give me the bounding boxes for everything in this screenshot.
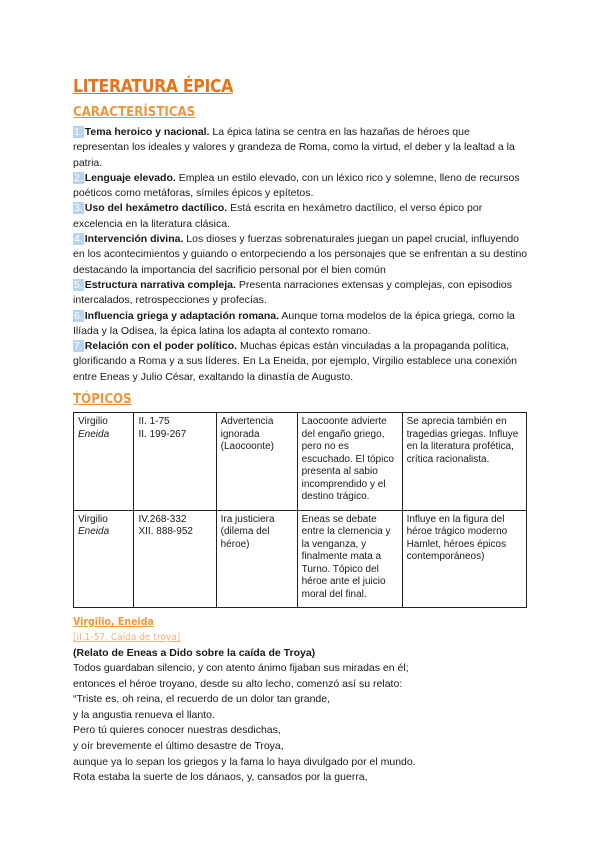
- table-cell-author: [74, 413, 134, 511]
- item-title: Relación con el poder político.: [84, 340, 238, 353]
- item-title: Estructura narrativa compleja.: [84, 278, 236, 291]
- verse-line: “Triste es, oh reina, el recuerdo de un dolor tan grande,: [73, 693, 331, 706]
- item-text: Presenta narraciones extensas y complejas, con episodios intercalados, retrospecciones y profecías.: [73, 278, 512, 307]
- table-cell-author: [74, 510, 134, 608]
- work-title: Eneida: [78, 526, 110, 538]
- table-cell-lines: [134, 510, 216, 608]
- list-item: [73, 309, 528, 340]
- line-range: II. 199-267: [138, 428, 187, 440]
- characteristics-list: [73, 125, 528, 385]
- verse-line: y oír brevemente el último desastre de Troya,: [73, 740, 284, 753]
- verse-line: aunque ya lo sepan los griegos y la fama lo haya divulgado por el mundo.: [73, 755, 416, 768]
- list-item: [73, 171, 528, 202]
- document-page: [73, 76, 528, 786]
- line-range: II. 1-75: [138, 416, 170, 428]
- list-item: [73, 278, 528, 309]
- source-link[interactable]: Virgilio, Eneida: [73, 616, 154, 629]
- excerpt-verses: [73, 661, 528, 786]
- item-text: Muchas épicas están vinculadas a la propaganda política, glorificando a Roma y a sus líderes. En La Eneida, por ejemplo, Virgilio establece una conexión entre Eneas y Julio César, exaltando la dinastía de Augusto.: [73, 340, 517, 383]
- characteristics-heading: CARACTERÍSTICAS: [73, 104, 196, 120]
- item-text: Emplea un estilo elevado, con un léxico rico y solemne, lleno de recursos poéticos como metáforas, símiles épicos y epítetos.: [73, 171, 520, 200]
- verse-line: Todos guardaban silencio, y con atento ánimo fijaban sus miradas en él;: [73, 662, 409, 675]
- table-row: [74, 413, 527, 511]
- item-title: Intervención divina.: [84, 233, 184, 246]
- item-title: Uso del hexámetro dactílico.: [84, 202, 228, 215]
- line-range: IV.268-332: [138, 513, 187, 525]
- passage-link[interactable]: [II.1-57. Caída de troya]: [73, 632, 181, 644]
- item-number: 4.: [74, 233, 83, 246]
- item-number: 7.: [74, 340, 83, 353]
- table-cell-description: Laocoonte advierte del engaño griego, pero no es escuchado. El tópico presenta al sabio incomprendido y el destino trágico.: [297, 413, 402, 511]
- list-item: [73, 339, 528, 385]
- line-range: XII. 888-952: [138, 526, 193, 538]
- item-number: 1.: [74, 126, 83, 138]
- item-title: Lenguaje elevado.: [84, 171, 176, 184]
- item-text: La épica latina se centra en las hazañas de héroes que representan los ideales y valores y grandeza de Roma, como la virtud, el deber y la lealtad a la patria.: [73, 126, 515, 169]
- item-text: Aunque toma modelos de la épica griega, como la Ilíada y la Odisea, la épica latina los adapta al contexto romano.: [73, 309, 515, 337]
- table-cell-influence: Influye en la figura del héroe trágico moderno Hamlet, héroes épicos contemporáneos): [402, 510, 526, 608]
- item-number: 5.: [74, 278, 83, 291]
- topics-heading: TÓPICOS: [73, 391, 132, 408]
- item-number: 3.: [74, 202, 83, 215]
- verse-line: y la angustia renueva el llanto.: [73, 708, 215, 721]
- table-cell-influence: Se aprecia también en tragedias griegas. Influye en la literatura profética, crítica racionalista.: [402, 413, 526, 511]
- table-cell-topic: Advertencia ignorada (Laocoonte): [216, 413, 297, 511]
- list-item: [73, 201, 528, 232]
- table-cell-description: Eneas se debate entre la clemencia y la venganza, y finalmente mata a Turno. Tópico del héroe ante el juicio moral del final.: [297, 510, 402, 608]
- item-number: 2.: [74, 171, 83, 184]
- table-cell-lines: [134, 413, 216, 511]
- table-cell-topic: Ira justiciera (dilema del héroe): [216, 510, 297, 608]
- work-title: Eneida: [78, 428, 110, 440]
- verse-line: Pero tú quieres conocer nuestras desdichas,: [73, 724, 281, 737]
- item-number: 6.: [74, 309, 83, 322]
- item-text: Los dioses y fuerzas sobrenaturales juegan un papel crucial, influyendo en los acontecimientos y guiando o entorpeciendo a los personajes que se enfrentan a su destino destacando la importancia del sacrificio personal por el bien común: [73, 233, 528, 276]
- table-row: [74, 510, 527, 608]
- document-title: LITERATURA ÉPICA: [73, 77, 233, 97]
- author-name: Virgilio: [78, 513, 108, 525]
- list-item: [73, 125, 528, 171]
- verse-line: entonces el héroe troyano, desde su alto lecho, comenzó así su relato:: [73, 677, 403, 690]
- list-item: [73, 232, 528, 278]
- item-title: Influencia griega y adaptación romana.: [84, 309, 280, 322]
- author-name: Virgilio: [78, 416, 108, 428]
- item-title: Tema heroico y nacional.: [84, 126, 210, 138]
- verse-line: Rota estaba la suerte de los dánaos, y, cansados por la guerra,: [73, 771, 368, 784]
- item-text: Está escrita en hexámetro dactílico, el verso épico por excelencia en la literatura clásica.: [73, 202, 483, 230]
- excerpt-heading: (Relato de Eneas a Dido sobre la caída de Troya): [73, 647, 316, 660]
- topics-table: [73, 412, 527, 608]
